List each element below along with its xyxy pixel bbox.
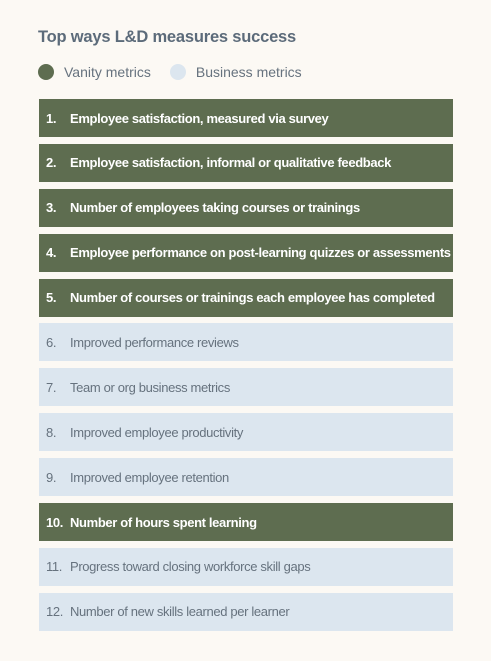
table-row	[39, 503, 453, 541]
row-label: Improved employee retention	[70, 469, 229, 485]
row-rank: 8.	[46, 424, 57, 440]
row-label: Number of employees taking courses or trainings	[70, 200, 360, 216]
row-label: Employee performance on post-learning quizzes or assessments	[70, 245, 451, 261]
table-row	[39, 234, 453, 272]
row-label: Number of hours spent learning	[70, 514, 257, 530]
legend-label-vanity: Vanity metrics	[64, 64, 151, 80]
legend-item-vanity	[38, 64, 151, 80]
legend-label-business: Business metrics	[195, 64, 302, 80]
row-rank: 10.	[46, 514, 64, 530]
row-rank: 1.	[46, 110, 57, 126]
row-rank: 5.	[46, 290, 57, 306]
table-row	[39, 99, 453, 137]
business-swatch-icon	[170, 64, 186, 80]
table-row	[39, 144, 453, 182]
row-rank: 4.	[46, 245, 57, 261]
table-row	[39, 368, 453, 406]
row-label: Employee satisfaction, measured via survey	[70, 110, 329, 126]
chart-title: Top ways L&D measures success	[38, 28, 297, 46]
row-label: Number of courses or trainings each employee has completed	[70, 290, 435, 306]
table-row	[39, 413, 453, 451]
table-row	[39, 458, 453, 496]
row-rank: 9.	[46, 469, 57, 485]
row-label: Number of new skills learned per learner	[70, 604, 290, 620]
row-label: Employee satisfaction, informal or qualitative feedback	[70, 155, 392, 171]
legend	[38, 63, 302, 81]
table-row	[39, 279, 453, 317]
row-label: Team or org business metrics	[70, 379, 230, 395]
row-rank: 7.	[46, 379, 57, 395]
table-row	[39, 189, 453, 227]
row-rank: 12.	[46, 604, 64, 620]
table-row	[39, 323, 453, 361]
table-row	[39, 593, 453, 631]
row-rank: 2.	[46, 155, 57, 171]
row-rank: 3.	[46, 200, 57, 216]
row-label: Improved performance reviews	[70, 334, 239, 350]
row-rank: 11.	[46, 559, 63, 575]
ranked-list	[39, 99, 453, 638]
legend-item-business	[170, 64, 302, 80]
vanity-swatch-icon	[38, 64, 54, 80]
row-rank: 6.	[46, 334, 57, 350]
row-label: Progress toward closing workforce skill gaps	[70, 559, 311, 575]
row-label: Improved employee productivity	[70, 424, 244, 440]
table-row	[39, 548, 453, 586]
